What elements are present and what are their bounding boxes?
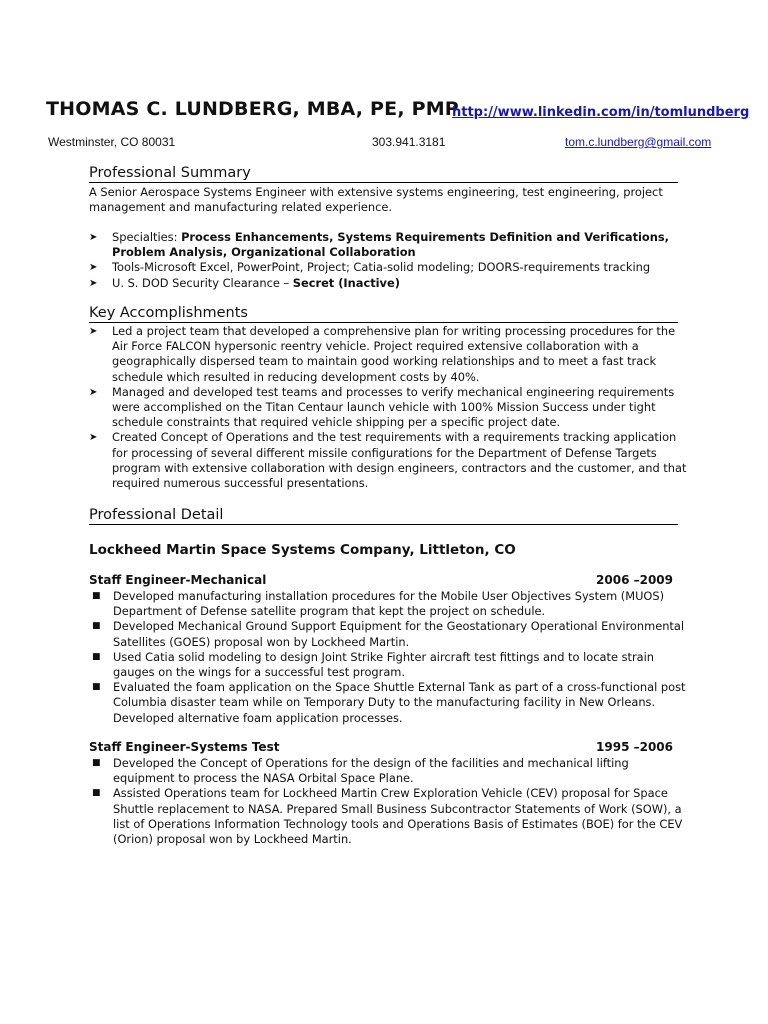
linkedin-link[interactable]: http://www.linkedin.com/in/tomlundberg bbox=[452, 105, 750, 120]
list-item bbox=[89, 385, 689, 431]
arrow-bullet-icon: ➤ bbox=[89, 432, 98, 444]
summary-intro: A Senior Aerospace Systems Engineer with extensive systems engineering, test engineering, project management and manufacturing related experience. bbox=[89, 185, 663, 215]
divider bbox=[89, 524, 678, 525]
list-item bbox=[89, 260, 689, 275]
list-item bbox=[89, 230, 689, 260]
location: Westminster, CO 80031 bbox=[48, 135, 176, 149]
list-item bbox=[89, 680, 689, 726]
list-item bbox=[89, 276, 689, 291]
arrow-bullet-icon: ➤ bbox=[89, 277, 98, 289]
job-title: Staff Engineer-Mechanical bbox=[89, 573, 267, 587]
arrow-bullet-icon: ➤ bbox=[89, 326, 98, 337]
accomplishment-text: Managed and developed test teams and processes to verify mechanical engineering requirements were accomplished on the Titan Centaur launch vehicle with 100% Mission Success under tight schedule constraints that required vehicle shipping per a specific project date. bbox=[112, 384, 675, 430]
job-title: Staff Engineer-Systems Test bbox=[89, 740, 280, 754]
list-item bbox=[89, 430, 689, 491]
job-duties-list bbox=[89, 589, 689, 726]
list-item bbox=[89, 619, 689, 649]
list-item bbox=[89, 650, 689, 680]
accomplishments-list bbox=[89, 324, 689, 491]
duty-text: Developed Mechanical Ground Support Equipment for the Geostationary Operational Environmental Satellites (GOES) proposal won by Lockheed Martin. bbox=[113, 619, 685, 649]
square-bullet-icon: ■ bbox=[92, 621, 101, 632]
arrow-bullet-icon: ➤ bbox=[89, 232, 98, 243]
clearance-value: Secret (Inactive) bbox=[292, 275, 400, 290]
specialties-value: Process Enhancements, Systems Requirements Definition and Verifications, Problem Analysis, Organizational Collaboration bbox=[112, 230, 669, 260]
list-item bbox=[89, 756, 689, 786]
square-bullet-icon: ■ bbox=[92, 682, 101, 693]
candidate-name: THOMAS C. LUNDBERG, MBA, PE, PMP bbox=[46, 98, 459, 120]
duty-text: Evaluated the foam application on the Space Shuttle External Tank as part of a cross-functional post Columbia disaster team while on Temporary Duty to the manufacturing facility in New Orleans. Developed alternative foam application processes. bbox=[113, 680, 686, 725]
accomplishment-text: Created Concept of Operations and the test requirements with a requirements tracking application for processing of several different missile configurations for the Department of Defense Targets program with extensive collaboration with design engineers, contractors and the customer, and that required numerous successful presentations. bbox=[112, 430, 687, 491]
job-duties-list bbox=[89, 756, 689, 847]
list-item bbox=[89, 786, 689, 847]
specialties-label: Specialties: bbox=[112, 230, 182, 244]
square-bullet-icon: ■ bbox=[92, 788, 101, 799]
phone: 303.941.3181 bbox=[372, 135, 446, 149]
clearance-label: U. S. DOD Security Clearance – bbox=[112, 275, 293, 290]
list-item bbox=[89, 324, 689, 385]
duty-text: Used Catia solid modeling to design Joint Strike Fighter aircraft test fittings and to locate strain gauges on the wings for a successful test program. bbox=[113, 649, 655, 680]
company-name: Lockheed Martin Space Systems Company, Littleton, CO bbox=[89, 542, 516, 558]
section-title-accomplishments: Key Accomplishments bbox=[89, 305, 248, 321]
email-link[interactable]: tom.c.lundberg@gmail.com bbox=[565, 135, 712, 149]
section-title-detail: Professional Detail bbox=[89, 507, 224, 523]
duty-text: Assisted Operations team for Lockheed Martin Crew Exploration Vehicle (CEV) proposal for Space Shuttle replacement to NASA. Prepared Small Business Subcontractor Statements of Work (SOW), a list of Operations Information Technology tools and Operations Basis of Estimates (BOE) for the CEV (Orion) proposal won by Lockheed Martin. bbox=[113, 786, 683, 847]
accomplishment-text: Led a project team that developed a comprehensive plan for writing processing procedures for the Air Force FALCON hypersonic reentry vehicle. Project required extensive collaboration with a geographically dispersed team to maintain good working relationships and to meet a fast track schedule which resulted in reducing development costs by 40%. bbox=[112, 324, 676, 384]
section-title-summary: Professional Summary bbox=[89, 165, 251, 181]
arrow-bullet-icon: ➤ bbox=[89, 262, 98, 274]
duty-text: Developed manufacturing installation procedures for the Mobile User Objectives System (MUOS) Department of Defense satellite program that kept the project on schedule. bbox=[113, 589, 665, 619]
tools-text: Tools-Microsoft Excel, PowerPoint, Project; Catia-solid modeling; DOORS-requirements tracking bbox=[112, 260, 651, 275]
job-dates: 1995 –2006 bbox=[596, 740, 673, 754]
list-item bbox=[89, 589, 689, 619]
divider bbox=[89, 322, 678, 323]
arrow-bullet-icon: ➤ bbox=[89, 386, 98, 398]
summary-list bbox=[89, 230, 689, 291]
job-dates: 2006 –2009 bbox=[596, 573, 673, 587]
divider bbox=[89, 182, 678, 183]
square-bullet-icon: ■ bbox=[92, 651, 101, 662]
square-bullet-icon: ■ bbox=[92, 591, 101, 601]
duty-text: Developed the Concept of Operations for the design of the facilities and mechanical lifting equipment to process the NASA Orbital Space Plane. bbox=[113, 756, 629, 786]
square-bullet-icon: ■ bbox=[92, 758, 101, 768]
